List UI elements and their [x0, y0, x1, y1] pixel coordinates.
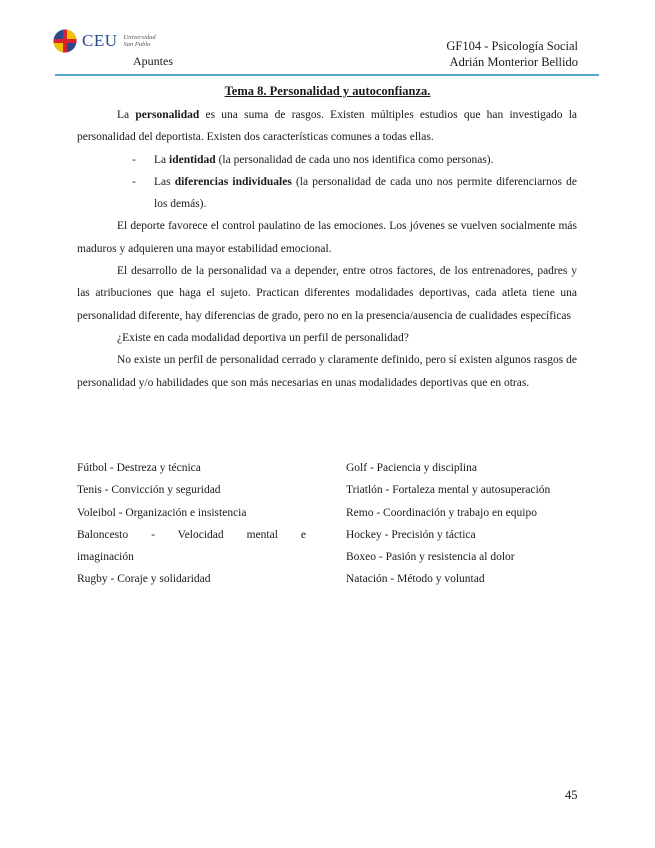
paragraph-deporte: El deporte favorece el control paulatino de las emociones. Los jóvenes se vuelven socialmente más maduros y adquieren una mayor estabilidad emocional.: [77, 220, 577, 255]
list-item: Remo - Coordinación y trabajo en equipo: [346, 506, 537, 519]
list-item: imaginación: [77, 551, 134, 564]
logo-brand: CEU: [82, 31, 118, 50]
ceu-cross-icon: [53, 29, 77, 53]
list-item: - Las diferencias individuales (la personalidad de cada uno nos permite diferenciarnos de los demás).: [132, 175, 577, 211]
list-item: Fútbol - Destreza y técnica: [77, 462, 201, 474]
list-item: Tenis - Convicción y seguridad: [77, 484, 221, 497]
header-right: [446, 38, 578, 70]
list-item: Voleibol - Organización e insistencia: [77, 506, 247, 519]
sports-list-right: [346, 457, 586, 591]
list-item: Triatlón - Fortaleza mental y autosuperación: [346, 484, 551, 497]
bullet-list: [77, 149, 577, 216]
page-number: 45: [565, 788, 578, 802]
sports-list-left: [77, 457, 306, 591]
logo-subtitle: Universidad San Pablo: [123, 34, 156, 48]
list-item: - La identidad (la personalidad de cada uno nos identifica como personas).: [132, 153, 494, 166]
paragraph-desarrollo: El desarrollo de la personalidad va a depender, entre otros factores, de los entrenadores, padres y las atribuciones que haga el sujeto. Practican diferentes modalidades deportivas, cada atleta tiene una personalidad diferente, hay diferencias de grado, pero no en la presencia/ausencia de cualidades específicas: [77, 265, 577, 322]
list-item: Baloncesto - Velocidad mental e: [77, 528, 306, 541]
paragraph-personalidad: La personalidad es una suma de rasgos. Existen múltiples estudios que han investigado la personalidad del deportista. Existen dos características comunes a todas ellas.: [77, 109, 577, 144]
author-name: Adrián Monterior Bellido: [449, 55, 578, 69]
course-code: GF104 - Psicología Social: [446, 39, 578, 53]
list-item: Golf - Paciencia y disciplina: [346, 462, 477, 474]
list-item: Natación - Método y voluntad: [346, 573, 485, 586]
list-item: Rugby - Coraje y solidaridad: [77, 573, 211, 586]
body-text: [77, 104, 577, 394]
header-rule: [55, 74, 599, 76]
ceu-logo: [53, 28, 156, 54]
header-left-label: Apuntes: [133, 54, 173, 68]
list-item: Hockey - Precisión y táctica: [346, 528, 476, 541]
page-title: Tema 8. Personalidad y autoconfianza.: [224, 84, 431, 98]
list-item: Boxeo - Pasión y resistencia al dolor: [346, 551, 515, 564]
paragraph-answer: No existe un perfil de personalidad cerrado y claramente definido, pero sí existen algunos rasgos de personalidad y/o habilidades que son más necesarias en unas modalidades deportivas que en otras.: [77, 354, 577, 389]
paragraph-question: ¿Existe en cada modalidad deportiva un perfil de personalidad?: [117, 331, 409, 344]
